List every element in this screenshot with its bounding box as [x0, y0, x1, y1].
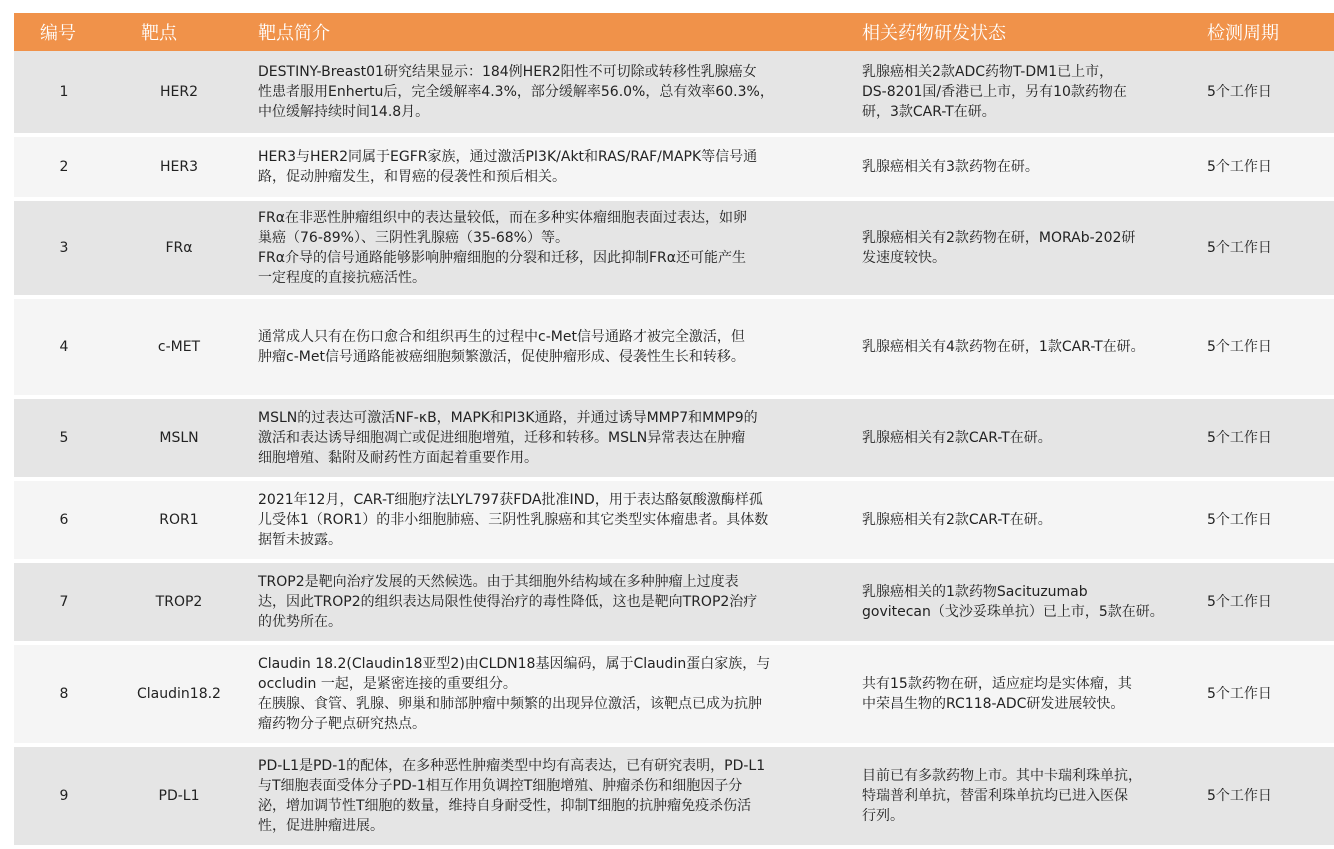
- description-line: Claudin 18.2(Claudin18亚型2)由CLDN18基因编码，属于Claudin蛋白家族，与: [258, 656, 771, 672]
- cell-description: [244, 481, 854, 563]
- cell-drug-status: [854, 645, 1199, 747]
- description-line: 路，促动肿瘤发生，和胃癌的侵袭性和预后相关。: [258, 169, 566, 185]
- description-line: 细胞增殖、黏附及耐药性方面起着重要作用。: [258, 450, 538, 466]
- table-row: [14, 201, 1334, 299]
- cell-id: 9: [14, 747, 114, 849]
- cell-drug-status: [854, 51, 1199, 137]
- status-line: 目前已有多款药物上市。其中卡瑞利珠单抗，: [862, 768, 1142, 784]
- cell-id: 8: [14, 645, 114, 747]
- description-line: 激活和表达诱导细胞凋亡或促进细胞增殖，迁移和转移。MSLN异常表达在肿瘤: [258, 430, 746, 446]
- cell-drug-status: [854, 747, 1199, 849]
- cell-id: 2: [14, 137, 114, 201]
- cell-description: [244, 299, 854, 399]
- description-line: 巢癌（76-89%）、三阴性乳腺癌（35-68%）等。: [258, 230, 569, 246]
- status-line: 乳腺癌相关有2款CAR-T在研。: [862, 512, 1052, 528]
- description-line: 一定程度的直接抗癌活性。: [258, 270, 426, 286]
- description-line: DESTINY-Breast01研究结果显示：184例HER2阳性不可切除或转移性乳腺癌女: [258, 64, 757, 80]
- description-line: 中位缓解持续时间14.8月。: [258, 104, 430, 120]
- description-line: 在胰腺、食管、乳腺、卵巢和肺部肿瘤中频繁的出现异位激活，该靶点已成为抗肿: [258, 696, 762, 712]
- cell-target: MSLN: [114, 399, 244, 481]
- cell-target: PD-L1: [114, 747, 244, 849]
- cell-test-cycle: 5个工作日: [1199, 51, 1334, 137]
- status-line: 乳腺癌相关有2款药物在研，MORAb-202研: [862, 230, 1136, 246]
- table-body: [14, 51, 1334, 849]
- cell-drug-status: [854, 299, 1199, 399]
- status-line: 乳腺癌相关有2款CAR-T在研。: [862, 430, 1052, 446]
- description-line: FRα介导的信号通路能够影响肿瘤细胞的分裂和迁移，因此抑制FRα还可能产生: [258, 250, 747, 266]
- status-line: 乳腺癌相关2款ADC药物T-DM1已上市，: [862, 64, 1114, 80]
- status-line: 乳腺癌相关的1款药物Sacituzumab: [862, 584, 1088, 600]
- cell-test-cycle: 5个工作日: [1199, 399, 1334, 481]
- description-line: 肿瘤c-Met信号通路能被癌细胞频繁激活，促使肿瘤形成、侵袭性生长和转移。: [258, 349, 745, 365]
- cell-id: 1: [14, 51, 114, 137]
- cell-target: HER2: [114, 51, 244, 137]
- cell-id: 5: [14, 399, 114, 481]
- cell-test-cycle: 5个工作日: [1199, 563, 1334, 645]
- table-row: [14, 51, 1334, 137]
- cell-target: Claudin18.2: [114, 645, 244, 747]
- header-test-cycle: 检测周期: [1199, 13, 1334, 51]
- description-line: FRα在非恶性肿瘤组织中的表达量较低，而在多种实体瘤细胞表面过表达，如卵: [258, 210, 748, 226]
- status-line: 乳腺癌相关有4款药物在研，1款CAR-T在研。: [862, 339, 1145, 355]
- target-table: [14, 13, 1334, 849]
- table-row: [14, 399, 1334, 481]
- description-line: 泌，增加调节性T细胞的数量，维持自身耐受性，抑制T细胞的抗肿瘤免疫杀伤活: [258, 798, 752, 814]
- status-line: 特瑞普利单抗，替雷利珠单抗均已进入医保: [862, 788, 1128, 804]
- cell-test-cycle: 5个工作日: [1199, 747, 1334, 849]
- status-line: 行列。: [862, 808, 904, 824]
- header-target: 靶点: [114, 13, 244, 51]
- cell-description: [244, 645, 854, 747]
- cell-id: 6: [14, 481, 114, 563]
- cell-target: ROR1: [114, 481, 244, 563]
- description-line: HER3与HER2同属于EGFR家族，通过激活PI3K/Akt和RAS/RAF/MAPK等信号通: [258, 149, 758, 165]
- cell-description: [244, 563, 854, 645]
- status-line: 共有15款药物在研，适应症均是实体瘤，其: [862, 676, 1132, 692]
- description-line: 据暂未披露。: [258, 532, 342, 548]
- status-line: 研，3款CAR-T在研。: [862, 104, 996, 120]
- table-row: [14, 299, 1334, 399]
- description-line: 通常成人只有在伤口愈合和组织再生的过程中c-Met信号通路才被完全激活，但: [258, 329, 745, 345]
- description-line: 瘤药物分子靶点研究热点。: [258, 716, 426, 732]
- cell-test-cycle: 5个工作日: [1199, 137, 1334, 201]
- description-line: 2021年12月，CAR-T细胞疗法LYL797获FDA批准IND，用于表达酪氨酸激酶样孤: [258, 492, 763, 508]
- cell-drug-status: [854, 399, 1199, 481]
- table-row: [14, 137, 1334, 201]
- cell-drug-status: [854, 137, 1199, 201]
- description-line: TROP2是靶向治疗发展的天然候选。由于其细胞外结构域在多种肿瘤上过度表: [258, 574, 739, 590]
- cell-description: [244, 137, 854, 201]
- status-line: DS-8201国/香港已上市，另有10款药物在: [862, 84, 1127, 100]
- cell-id: 7: [14, 563, 114, 645]
- header-row: [14, 13, 1334, 51]
- table-row: [14, 481, 1334, 563]
- cell-test-cycle: 5个工作日: [1199, 645, 1334, 747]
- table-row: [14, 563, 1334, 645]
- cell-id: 3: [14, 201, 114, 299]
- cell-description: [244, 51, 854, 137]
- target-table-container: [14, 13, 1279, 849]
- cell-drug-status: [854, 481, 1199, 563]
- cell-description: [244, 201, 854, 299]
- header-id: 编号: [14, 13, 114, 51]
- description-line: MSLN的过表达可激活NF-κB，MAPK和PI3K通路，并通过诱导MMP7和MMP9的: [258, 410, 758, 426]
- cell-description: [244, 747, 854, 849]
- description-line: 达，因此TROP2的组织表达局限性使得治疗的毒性降低，这也是靶向TROP2治疗: [258, 594, 758, 610]
- status-line: govitecan（戈沙妥珠单抗）已上市，5款在研。: [862, 604, 1164, 620]
- cell-test-cycle: 5个工作日: [1199, 201, 1334, 299]
- description-line: 儿受体1（ROR1）的非小细胞肺癌、三阴性乳腺癌和其它类型实体瘤患者。具体数: [258, 512, 769, 528]
- table-header: [14, 13, 1334, 51]
- status-line: 发速度较快。: [862, 250, 946, 266]
- description-line: 性患者服用Enhertu后，完全缓解率4.3%，部分缓解率56.0%，总有效率60.3%，: [258, 84, 774, 100]
- cell-target: HER3: [114, 137, 244, 201]
- cell-description: [244, 399, 854, 481]
- header-drug-status: 相关药物研发状态: [854, 13, 1199, 51]
- description-line: 与T细胞表面受体分子PD-1相互作用负调控T细胞增殖、肿瘤杀伤和细胞因子分: [258, 778, 743, 794]
- header-description: 靶点简介: [244, 13, 854, 51]
- cell-test-cycle: 5个工作日: [1199, 481, 1334, 563]
- cell-test-cycle: 5个工作日: [1199, 299, 1334, 399]
- cell-id: 4: [14, 299, 114, 399]
- table-row: [14, 645, 1334, 747]
- description-line: occludin 一起，是紧密连接的重要组分。: [258, 676, 517, 692]
- cell-target: FRα: [114, 201, 244, 299]
- cell-drug-status: [854, 563, 1199, 645]
- cell-target: TROP2: [114, 563, 244, 645]
- table-row: [14, 747, 1334, 849]
- status-line: 中荣昌生物的RC118-ADC研发进展较快。: [862, 696, 1125, 712]
- description-line: 的优势所在。: [258, 614, 342, 630]
- status-line: 乳腺癌相关有3款药物在研。: [862, 159, 1039, 175]
- cell-drug-status: [854, 201, 1199, 299]
- cell-target: c-MET: [114, 299, 244, 399]
- description-line: 性，促进肿瘤进展。: [258, 818, 384, 834]
- description-line: PD-L1是PD-1的配体，在多种恶性肿瘤类型中均有高表达，已有研究表明，PD-L1: [258, 758, 766, 774]
